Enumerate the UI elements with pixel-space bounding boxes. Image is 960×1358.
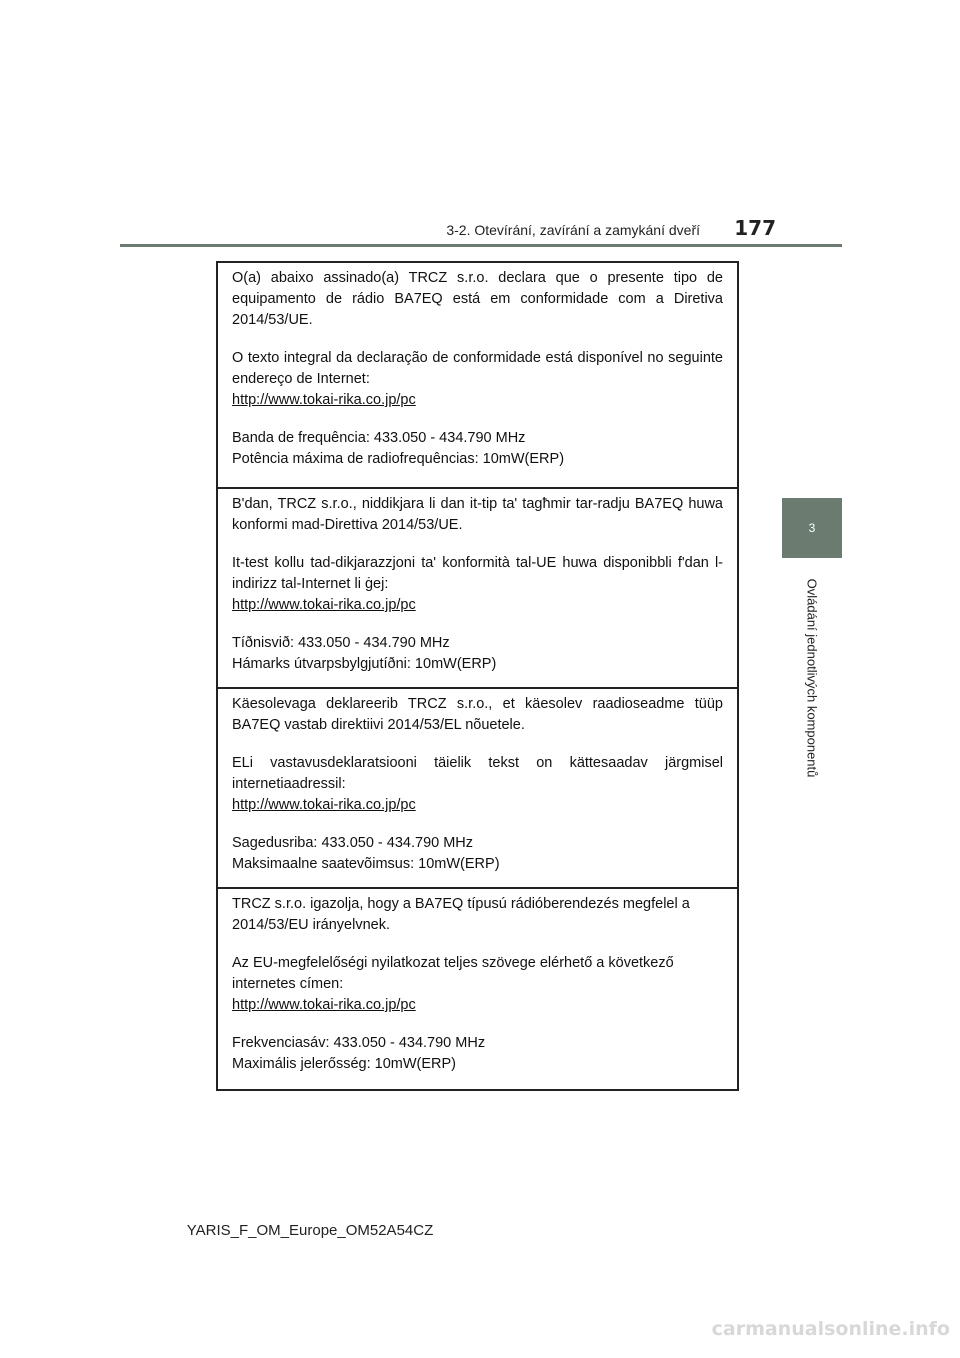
radio-specs (232, 833, 723, 875)
declaration-text-block (232, 753, 723, 816)
max-power: Maximális jelerősség: 10mW(ERP) (232, 1056, 456, 1072)
chapter-title: Ovládání jednotlivých komponentů (804, 578, 820, 778)
frequency-band: Tíðnisvið: 433.050 - 434.790 MHz (232, 635, 450, 651)
declaration-availability: It-test kollu tad-dikjarazzjoni ta' konformità tal-UE huwa disponibbli f'dan l-indirizz tal-Internet li ġej: (232, 555, 723, 592)
radio-specs (232, 428, 723, 470)
declaration-text-block (232, 348, 723, 411)
max-power: Potência máxima de radiofrequências: 10mW(ERP) (232, 451, 565, 467)
max-power: Maksimaalne saatevõimsus: 10mW(ERP) (232, 856, 500, 872)
declaration-portuguese (218, 263, 737, 489)
declaration-url-link[interactable]: http://www.tokai-rika.co.jp/pc (232, 797, 416, 813)
declarations-box (216, 261, 739, 1091)
declaration-estonian (218, 689, 737, 889)
document-code: YARIS_F_OM_Europe_OM52A54CZ (186, 1222, 434, 1239)
declaration-text-block (232, 953, 723, 1016)
frequency-band: Sagedusriba: 433.050 - 434.790 MHz (232, 835, 474, 851)
page-number: 177 (734, 216, 776, 240)
declaration-url-link[interactable]: http://www.tokai-rika.co.jp/pc (232, 392, 416, 408)
watermark-text: carmanualsonline.info (711, 1318, 950, 1340)
declaration-statement: Käesolevaga deklareerib TRCZ s.r.o., et käesolev raadioseadme tüüp BA7EQ vastab direktiivi 2014/53/EL nõuetele. (232, 696, 723, 733)
declaration-maltese (218, 489, 737, 689)
declaration-statement: TRCZ s.r.o. igazolja, hogy a BA7EQ típusú rádióberendezés megfelel a 2014/53/EU irányelvnek. (232, 896, 690, 933)
radio-specs (232, 1033, 723, 1075)
chapter-tab (782, 498, 842, 558)
declaration-url-link[interactable]: http://www.tokai-rika.co.jp/pc (232, 597, 416, 613)
declaration-statement: B'dan, TRCZ s.r.o., niddikjara li dan it-tip ta' tagħmir tar-radju BA7EQ huwa konformi mad-Direttiva 2014/53/UE. (232, 496, 723, 533)
section-title: 3-2. Otevírání, zavírání a zamykání dveří (446, 222, 700, 238)
declaration-availability: O texto integral da declaração de conformidade está disponível no seguinte endereço de Internet: (232, 350, 723, 387)
frequency-band: Frekvenciasáv: 433.050 - 434.790 MHz (232, 1035, 486, 1051)
frequency-band: Banda de frequência: 433.050 - 434.790 MHz (232, 430, 526, 446)
declaration-availability: ELi vastavusdeklaratsiooni täielik tekst on kättesaadav järgmisel internetiaadressil: (232, 755, 723, 792)
declaration-availability: Az EU-megfelelőségi nyilatkozat teljes szövege elérhető a következő internetes címen: (232, 955, 674, 992)
chapter-number: 3 (808, 521, 816, 535)
max-power: Hámarks útvarpsbylgjutíðni: 10mW(ERP) (232, 656, 497, 672)
declaration-url-link[interactable]: http://www.tokai-rika.co.jp/pc (232, 997, 416, 1013)
declaration-text-block (232, 553, 723, 616)
radio-specs (232, 633, 723, 675)
declaration-hungarian (218, 889, 737, 1089)
declaration-statement: O(a) abaixo assinado(a) TRCZ s.r.o. declara que o presente tipo de equipamento de rádio BA7EQ está em conformidade com a Diretiva 2014/53/UE. (232, 270, 723, 328)
header-divider (120, 244, 842, 247)
